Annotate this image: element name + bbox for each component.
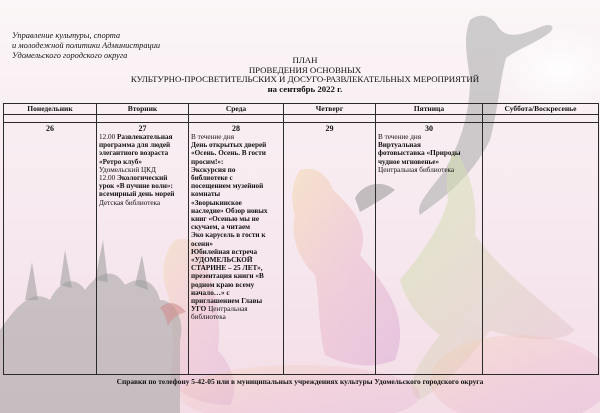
event-text: чудное мгновенье» [378,157,440,166]
column-header: Суббота/Воскресенье [483,104,599,115]
column-header: Четверг [284,104,376,115]
day-number: 30 [425,124,433,133]
event-text: элегантного возраста [99,149,169,158]
event-line [191,207,281,215]
column-header: Понедельник [4,104,97,115]
event-line [378,166,480,174]
event-line [99,149,186,157]
event-line [99,190,186,198]
event-line [191,313,281,321]
day-cell [284,123,376,375]
event-text: просим!»: [191,157,224,166]
event-text: СТАРИНЕ – 25 ЛЕТ», [191,264,263,273]
event-text: Удомельский ЦКД [99,165,156,174]
event-line [99,199,186,207]
event-text: наследие» Обзор новых [191,206,268,215]
event-text: Детская библиотека [99,198,161,207]
event-text: всемирный день морей [99,190,175,199]
day-number: 26 [46,124,54,133]
event-line [191,297,281,305]
event-text: «УДОМЕЛЬСКОЙ [191,256,253,265]
column-header: Пятница [376,104,483,115]
event-line [99,158,186,166]
day-cell [483,123,599,375]
event-line [99,133,186,141]
event-text: библиотека [191,313,226,322]
event-text: 12.00 [99,133,117,141]
event-line [191,215,281,223]
event-line [99,141,186,149]
day-cell [4,123,97,375]
event-line [191,240,281,248]
event-line [191,305,281,313]
event-line [378,149,480,157]
column-header: Среда [189,104,284,115]
event-text: фотовыставка «Природы [378,149,461,158]
event-text: 12.00 [99,174,117,183]
event-line [191,133,281,141]
event-line [191,231,281,239]
event-line [191,256,281,264]
event-line [191,272,281,280]
event-text: «Зворыкинское [191,198,242,207]
event-line [191,190,281,198]
plan-title [70,56,540,94]
event-text: библиотеке с [191,174,233,183]
event-text: Экологический [116,174,168,183]
event-text: осени» [191,239,213,248]
event-text: комнаты [191,190,221,199]
event-text: программа для людей [99,141,171,150]
event-line [99,174,186,182]
event-line [191,281,281,289]
event-text: Виртуальная [378,141,421,150]
event-text: УГО [191,305,209,314]
event-line [99,182,186,190]
event-line [191,158,281,166]
event-line [99,166,186,174]
event-line [191,289,281,297]
schedule-table [3,103,599,375]
event-line [191,264,281,272]
title-line: ПРОВЕДЕНИЯ ОСНОВНЫХ [248,64,362,75]
day-number: 29 [325,124,334,133]
title-line: КУЛЬТУРНО-ПРОСВЕТИТЕЛЬСКИХ И ДОСУГО-РАЗВЛЕКАТЕЛЬНЫХ МЕРОПРИЯТИЙ [130,74,480,85]
event-text: В течение дня [191,133,235,141]
column-header: Вторник [97,104,189,115]
event-text: Центральная библиотека [378,165,455,174]
event-text: книг «Осенью мы не [191,215,260,224]
event-line [191,174,281,182]
day-cell [189,123,284,375]
event-text: скучаем, а читаем [191,223,251,232]
event-text: «Ретро клуб» [99,157,142,166]
day-cell [376,123,483,375]
event-text: В течение дня [378,133,422,141]
event-text: Развлекательная [116,133,173,141]
event-text: посещением музейной [191,182,264,191]
event-text: презентация книги «В [191,272,264,281]
event-line [191,166,281,174]
event-text: начало…» с [191,288,230,297]
spacer-row [4,115,599,123]
event-line [191,248,281,256]
event-text: «Осень. Осень. В гости [191,149,266,158]
title-line: ПЛАН [292,55,318,65]
footer-contact: Справки по телефону 5-42-05 или в муниципальных учреждениях культуры Удомельского городского округа [116,377,484,386]
event-line [191,199,281,207]
event-line [378,158,480,166]
event-text: Центральная [208,305,248,314]
event-line [191,149,281,157]
org-line: Удомельского городского округа [12,51,128,60]
event-text: Эко карусель в гости к [191,231,266,240]
day-number: 27 [138,124,147,133]
event-text: Юбилейная встреча [191,247,258,256]
event-text: родном краю всему [191,280,255,289]
event-line [191,141,281,149]
week-row [4,123,599,375]
day-number: 28 [232,124,240,133]
table-header-row [4,104,599,115]
title-month: на сентябрь 2022 г. [267,83,343,94]
event-line [378,133,480,141]
event-text: приглашением Главы [191,297,263,306]
org-line: и молодежной политики Администрации [12,41,161,50]
event-text: День открытых дверей [191,141,267,150]
event-text: Экскурсия по [191,165,236,174]
event-text: урок «В пучине волн»: [99,182,173,191]
event-line [191,223,281,231]
event-line [191,182,281,190]
day-cell [97,123,189,375]
event-line [378,141,480,149]
org-line: Управление культуры, спорта [12,31,121,40]
